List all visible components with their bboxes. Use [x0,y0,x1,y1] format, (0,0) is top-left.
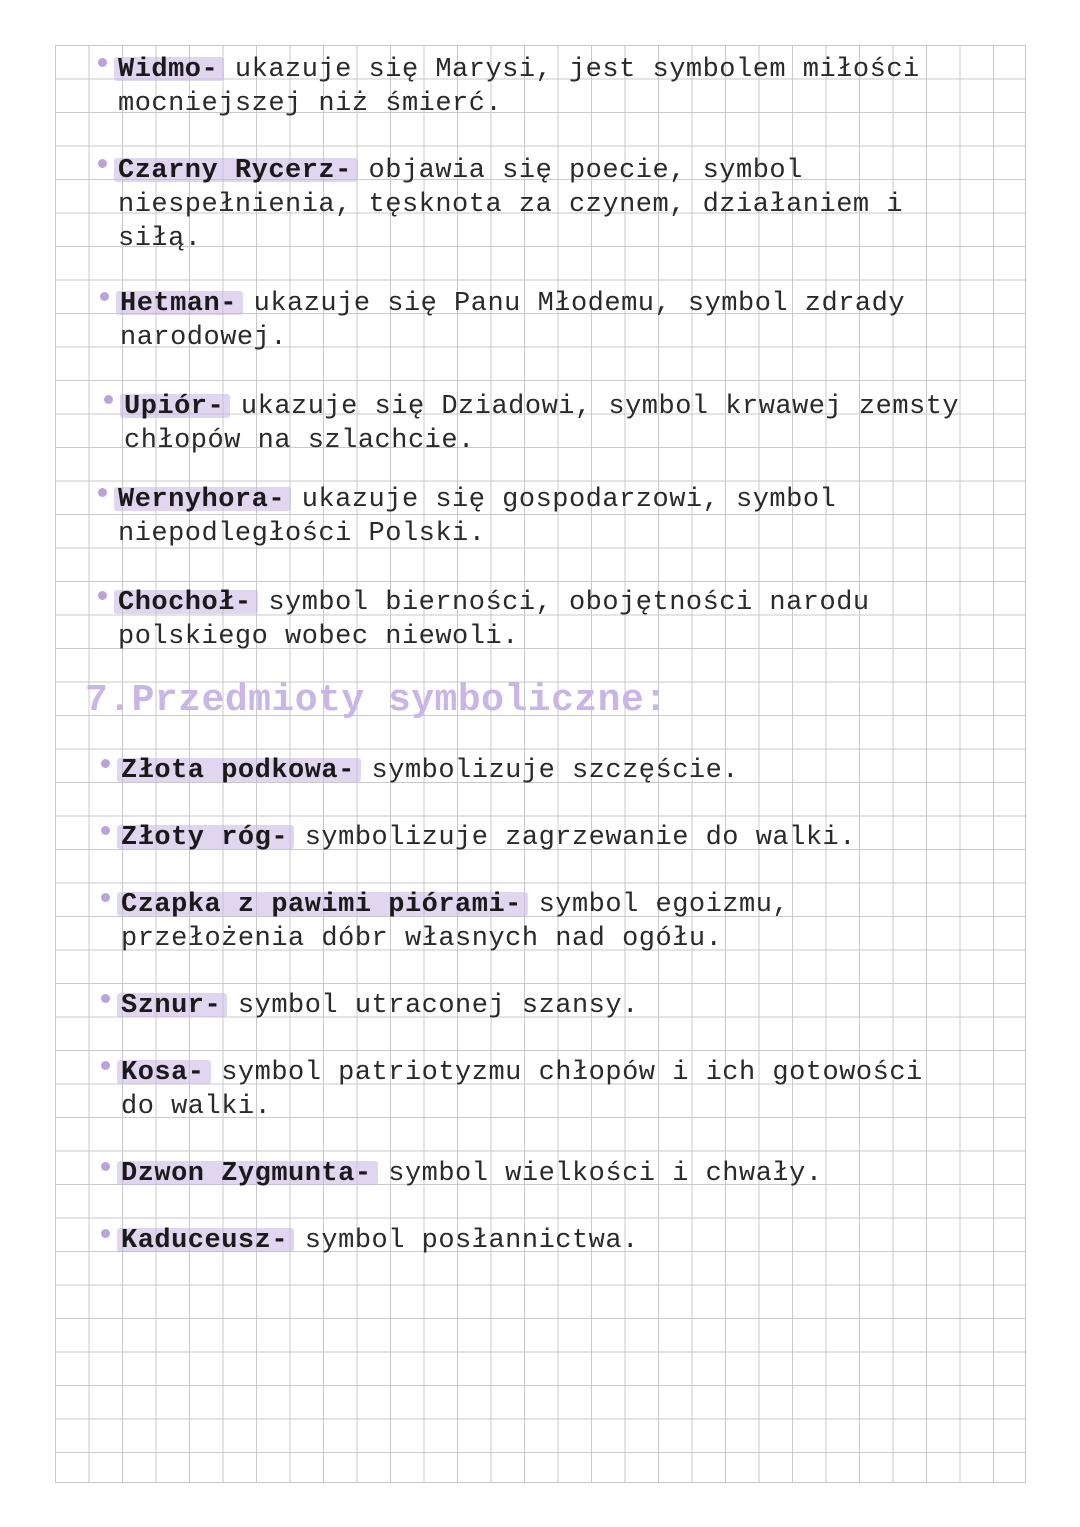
definition-text: objawia się poecie, symbol [351,156,803,186]
list-item-wernyhora [118,483,836,551]
definition-text: symbol patriotyzmu chłopów i ich gotowości [204,1058,923,1088]
definition-continuation: niepodległości Polski. [118,519,486,549]
term-label: Kaduceusz- [121,1226,289,1256]
term-label: Czapka z pawimi piórami- [121,890,522,920]
term-label: Złoty róg- [121,823,289,853]
definition-text: symbol wielkości i chwały. [371,1159,823,1189]
bullet-icon [101,759,110,768]
definition-text: symbol bierności, obojętności narodu [251,588,870,618]
definition-text: symbolizuje szczęście. [354,756,740,786]
definition-continuation: mocniejszej niż śmierć. [118,89,503,119]
bullet-icon [104,395,113,404]
definition-text: ukazuje się Marysi, jest symbolem miłości [218,55,920,85]
bullet-icon [101,1061,110,1070]
definition-text: ukazuje się gospodarzowi, symbol [285,485,837,515]
definition-text: symbolizuje zagrzewanie do walki. [288,823,856,853]
term-label: Chochoł- [118,588,252,618]
definition-text: ukazuje się Dziadowi, symbol krwawej zemsty [224,392,960,422]
term-label: Upiór- [124,392,225,422]
term-label: Wernyhora- [118,485,286,515]
list-item-czarny-rycerz [118,154,903,256]
bullet-icon [100,292,109,301]
bullet-icon [101,994,110,1003]
definition-continuation: siłą. [118,224,202,254]
term-label: Hetman- [120,289,237,319]
definition-text: symbol utraconej szansy. [221,991,639,1021]
definition-continuation: chłopów na szlachcie. [124,426,475,456]
section-heading: 7.Przedmioty symboliczne: [85,679,668,722]
definition-continuation: do walki. [121,1092,272,1122]
bullet-icon [98,488,107,497]
definition-continuation: narodowej. [120,323,288,353]
bullet-icon [98,58,107,67]
definition-continuation: niespełnienia, tęsknota za czynem, działaniem i [118,190,904,220]
list-item-zlota-podkowa [121,754,739,788]
list-item-chochol [118,586,870,654]
bullet-icon [98,591,107,600]
bullet-icon [101,1229,110,1238]
term-label: Kosa- [121,1058,205,1088]
term-label: Widmo- [118,55,219,85]
list-item-widmo [118,53,920,121]
definition-text: symbol posłannictwa. [288,1226,639,1256]
list-item-czapka [121,888,789,956]
bullet-icon [98,159,107,168]
term-label: Złota podkowa- [121,756,355,786]
list-item-sznur [121,989,639,1023]
definition-text: ukazuje się Panu Młodemu, symbol zdrady [236,289,906,319]
bullet-icon [101,826,110,835]
list-item-kaduceusz [121,1224,639,1258]
list-item-hetman [120,287,905,355]
list-item-dzwon-zygmunta [121,1157,823,1191]
term-label: Czarny Rycerz- [118,156,352,186]
bullet-icon [101,893,110,902]
definition-continuation: polskiego wobec niewoli. [118,622,519,652]
definition-text: symbol egoizmu, [521,890,790,920]
list-item-kosa [121,1056,923,1124]
list-item-upior [124,390,959,458]
definition-continuation: przełożenia dóbr własnych nad ogółu. [121,924,723,954]
bullet-icon [101,1162,110,1171]
term-label: Sznur- [121,991,222,1021]
term-label: Dzwon Zygmunta- [121,1159,372,1189]
list-item-zloty-rog [121,821,856,855]
